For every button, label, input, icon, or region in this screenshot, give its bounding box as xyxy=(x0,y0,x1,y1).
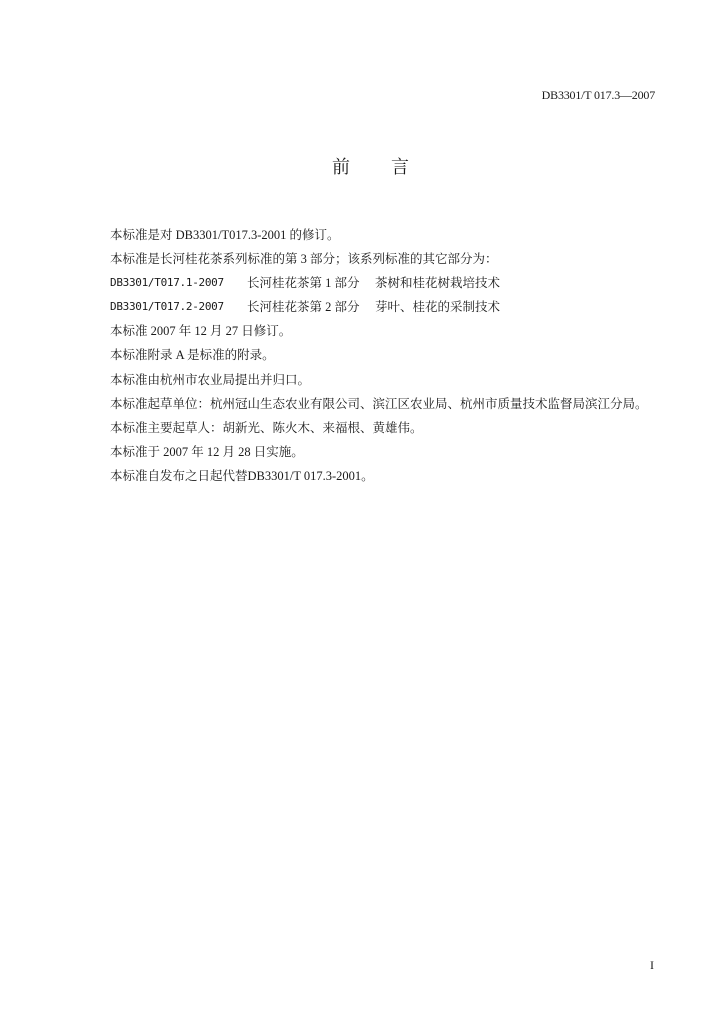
statement-line: 本标准于 2007 年 12 月 28 日实施。 xyxy=(110,445,304,459)
part-name: 长河桂花茶第 2 部分 xyxy=(247,300,360,314)
page-title-left: 前 xyxy=(332,157,350,178)
part-desc: 茶树和桂花树栽培技术 xyxy=(375,276,501,290)
part-code: DB3301/T017.2-2007 xyxy=(110,300,224,313)
part-code: DB3301/T017.1-2007 xyxy=(110,276,224,289)
statement-line: 本标准 2007 年 12 月 27 日修订。 xyxy=(110,324,292,338)
page-number: I xyxy=(650,958,654,972)
page-title-right: 言 xyxy=(391,157,409,178)
statement-line: 本标准自发布之日起代替DB3301/T 017.3-2001。 xyxy=(110,469,374,483)
part-row xyxy=(110,276,670,290)
intro-line: 本标准是长河桂花茶系列标准的第 3 部分；该系列标准的其它部分为： xyxy=(110,252,498,266)
statement-line: 本标准附录 A 是标准的附录。 xyxy=(110,348,275,362)
part-desc: 芽叶、桂花的采制技术 xyxy=(375,300,501,314)
part-name: 长河桂花茶第 1 部分 xyxy=(247,276,360,290)
statement-line: 本标准主要起草人：胡新光、陈火木、来福根、黄雄伟。 xyxy=(110,421,423,435)
statement-line: 本标准起草单位：杭州冠山生态农业有限公司、滨江区农业局、杭州市质量技术监督局滨江分局。 xyxy=(110,397,648,411)
part-row xyxy=(110,300,670,314)
standard-code-header: DB3301/T 017.3—2007 xyxy=(541,88,655,102)
statement-line: 本标准由杭州市农业局提出并归口。 xyxy=(110,373,311,387)
intro-line: 本标准是对 DB3301/T017.3-2001 的修订。 xyxy=(110,228,340,242)
